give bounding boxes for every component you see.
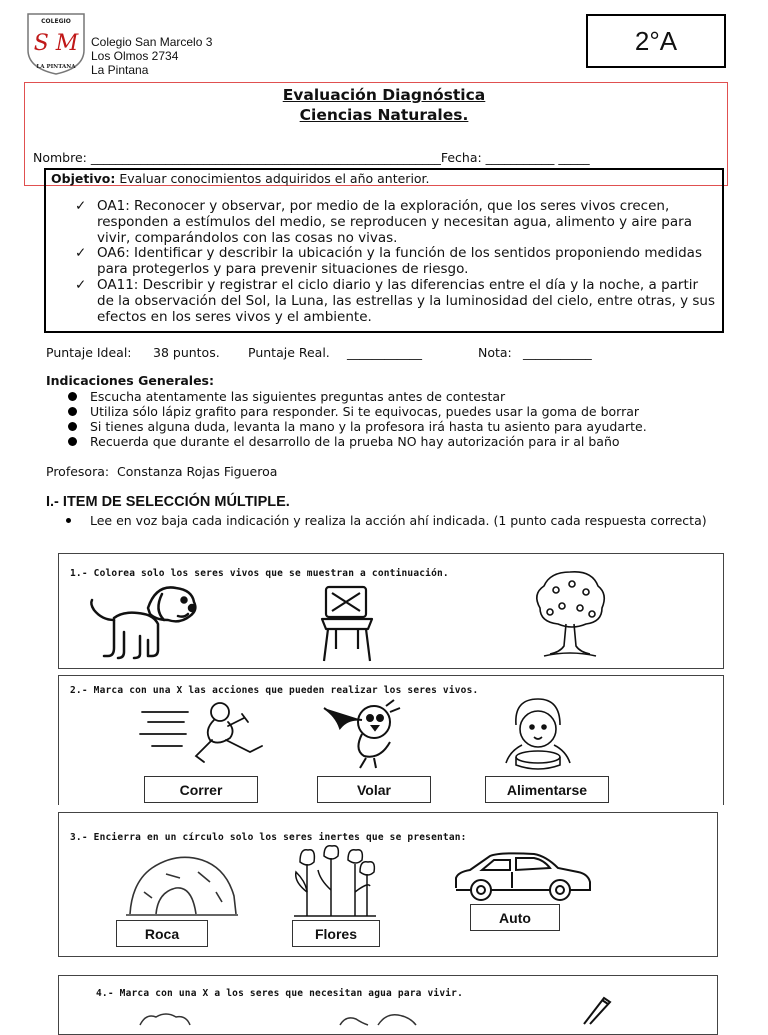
bird-icon <box>320 698 404 772</box>
dog-icon[interactable] <box>84 580 204 664</box>
car-icon <box>450 852 594 902</box>
name-date-line[interactable]: Nombre: ________________________________________________________Fecha: ___________ _____ <box>33 150 590 165</box>
bullet-icon <box>66 518 71 523</box>
option-flores[interactable]: Flores <box>292 920 380 947</box>
bullet-icon <box>68 407 77 416</box>
school-info <box>91 35 212 77</box>
rock-icon <box>126 852 238 918</box>
animal-icon <box>338 1010 418 1024</box>
question-2-text: 2.- Marca con una X las acciones que pueden realizar los seres vivos. <box>70 685 479 696</box>
oa-item <box>75 277 715 327</box>
grade-field[interactable]: ___________ <box>523 345 592 360</box>
school-commune: La Pintana <box>91 63 149 77</box>
plant-icon <box>136 1010 192 1024</box>
school-address: Los Olmos 2734 <box>91 49 179 63</box>
check-icon: ✓ <box>75 245 87 261</box>
pencil-icon <box>580 994 612 1024</box>
tree-icon[interactable] <box>530 568 610 660</box>
logo-initials: S M <box>33 31 79 56</box>
bullet-icon <box>68 437 77 446</box>
question-1-text: 1.- Colorea solo los seres vivos que se muestran a continuación. <box>70 568 449 579</box>
bullet-icon <box>68 392 77 401</box>
question-3-text: 3.- Encierra en un círculo solo los seres inertes que se presentan: <box>70 832 467 843</box>
ideal-score-value: 38 puntos. <box>153 345 220 360</box>
title-line2: Ciencias Naturales. <box>299 106 469 124</box>
teacher-name: Profesora: Constanza Rojas Figueroa <box>46 464 278 479</box>
oa-text: OA1: Reconocer y observar, por medio de la exploración, que los seres vivos crecen, responden a estímulos del medio, se reproducen y necesitan agua, alimento y aire para vivir, comparándolos con las cosas no vivas. <box>97 198 692 246</box>
option-alimentarse[interactable]: Alimentarse <box>485 776 609 803</box>
grade-label: 2°A <box>634 25 678 56</box>
option-roca[interactable]: Roca <box>116 920 208 947</box>
oa-text: OA11: Describir y registrar el ciclo diario y las diferencias entre el día y la noche, a partir de la observación del Sol, la Luna, las estrellas y la luminosidad del cielo, entre otras, y sus efectos en los seres vivos y el ambiente. <box>97 277 716 325</box>
objective-heading <box>51 171 430 186</box>
flowers-icon <box>290 842 380 918</box>
running-icon <box>138 700 280 770</box>
option-correr[interactable]: Correr <box>144 776 258 803</box>
oa-item <box>75 198 715 248</box>
school-name: Colegio San Marcelo 3 <box>91 35 213 49</box>
oa-item <box>75 245 715 279</box>
bullet-icon <box>68 422 77 431</box>
option-volar[interactable]: Volar <box>317 776 431 803</box>
eating-child-icon <box>494 695 580 771</box>
option-auto[interactable]: Auto <box>470 904 560 931</box>
real-score-field[interactable]: ____________ <box>347 345 422 360</box>
question-4-box <box>58 975 718 1035</box>
real-score-label: Puntaje Real. <box>248 345 330 360</box>
chair-icon[interactable] <box>318 585 376 663</box>
grade-box <box>586 14 726 68</box>
question-4-text: 4.- Marca con una X a los seres que necesitan agua para vivir. <box>96 988 464 999</box>
ideal-score-label: Puntaje Ideal: <box>46 345 132 360</box>
section-title: I.- ITEM DE SELECCIÓN MÚLTIPLE. <box>46 494 290 510</box>
instructions-title: Indicaciones Generales: <box>46 373 214 388</box>
grade-field-label: Nota: <box>478 345 512 360</box>
oa-text: OA6: Identificar y describir la ubicación y la función de los sentidos proponiendo medidas para protegerlos y para prevenir situaciones de riesgo. <box>97 245 702 277</box>
logo-bottom-text: LA PINTANA <box>36 64 76 70</box>
logo-top-text: COLEGIO <box>41 18 71 25</box>
objective-label: Objetivo: <box>51 171 116 186</box>
check-icon: ✓ <box>75 277 87 293</box>
objective-text: Evaluar conocimientos adquiridos el año anterior. <box>119 171 430 186</box>
title-line1: Evaluación Diagnóstica <box>282 86 486 104</box>
school-logo <box>24 12 88 76</box>
check-icon: ✓ <box>75 198 87 214</box>
